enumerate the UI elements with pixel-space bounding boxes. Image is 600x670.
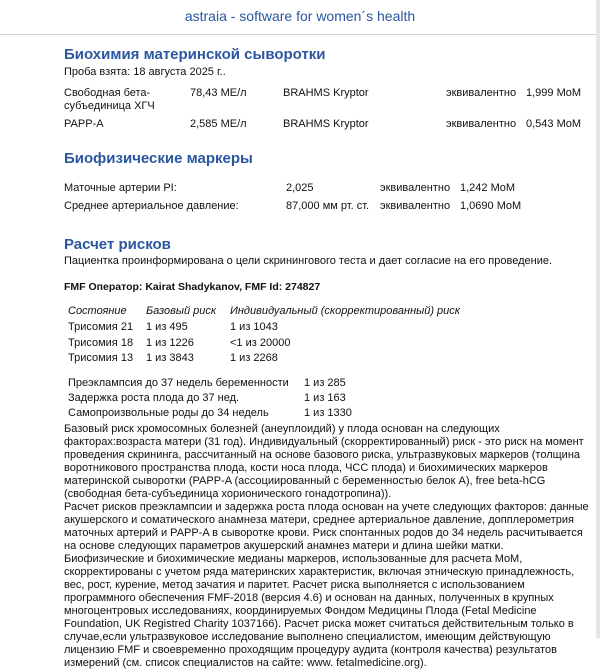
risk-other-label: Задержка роста плода до 37 нед. [68, 392, 240, 404]
risk-other-value: 1 из 163 [304, 392, 346, 404]
brand-header: astraia - software for women´s health [184, 8, 416, 24]
biophys-name: Среднее артериальное давление: [64, 200, 239, 212]
header-divider [0, 34, 600, 35]
risk-other-value: 1 из 1330 [304, 407, 352, 419]
notes [64, 423, 594, 670]
biophys-mom: 1,242 MoM [460, 182, 516, 194]
risk-base: 1 из 1226 [146, 337, 194, 349]
risk-other-value: 1 из 285 [304, 377, 346, 389]
note-paragraph: Расчет рисков преэклампсии и задержка роста плода основан на учете следующих факторов: данные акушерского и соматического анамнеза матери, среднее артериальное давление, допплерометрия маточных артерий и PAPP-A в сыворотке крови. Риск спонтанных родов до 34 недель расчитывается на основе следующих параметров акушерский анамнез матери и длина шейки матки. [64, 501, 589, 552]
note-paragraph: Биофизические и биохимические медианы маркеров, использованные для расчета MoM, скорректированы с учетом ряда материнских характеристик, включая этническую принадлежность, вес, рост, курение, метод зачатия и паритет. Расчет риска выполняется с использованием программного обеспечения FMF-2018 (версия 4.6) и основан на данных, полученных в крупных многоцентровых исследованиях, координируемых Фондом Медицины Плода (Fetal Medicine Foundation, UK Registred Charity 1037166). Расчет риска может считаться действительным только в случае,если ультразвуковое исследование выполнено специалистом, имеющим действующую лицензию FMF и своевременно проходящим процедуру аудита (контроля качества) результатов измерений (см. список специалистов на сайте: www. fetalmedicine.org). [64, 553, 575, 669]
biochem-name: Свободная бета- [64, 87, 151, 99]
page-edge [596, 0, 600, 638]
biochem-name: PAPP-A [64, 118, 104, 130]
biophys-equivalent: эквивалентно [380, 200, 451, 212]
biochem-mom: 1,999 MoM [526, 87, 582, 99]
biochem-equivalent: эквивалентно [446, 118, 517, 130]
header-base-risk: Базовый риск [146, 305, 217, 317]
biochem-kit: BRAHMS Kryptor [283, 87, 369, 99]
risk-individual: 1 из 2268 [230, 352, 278, 364]
note-paragraph: Базовый риск хромосомных болезней (анеуплоидий) у плода основан на следующих факторах:возраста матери (31 год). Индивидуальный (скорректированный) риск - это риск на момент проведения скрининга, рассчитанный на основе базового риска, ультразвуковых маркеров (толщина воротникового пространства плода, кости носа плода, ЧСС плода) и биохимических маркеров материнской сыворотки (PAPP-A (ассоциированный с беременностью белок А), free beta-hCG (свободная бета-субъединица хорионического гонадотропина)). [64, 423, 584, 500]
biophys-equivalent: эквивалентно [380, 182, 451, 194]
biochem-name: субъединица ХГЧ [64, 100, 155, 112]
fmf-operator: FMF Оператор: Kairat Shadykanov, FMF Id: 274827 [64, 281, 321, 293]
header-condition: Состояние [68, 305, 127, 317]
biochem-title: Биохимия материнской сыворотки [64, 46, 326, 63]
risk-condition: Трисомия 18 [68, 337, 134, 349]
risk-base: 1 из 495 [146, 321, 188, 333]
consent-text: Пациентка проинформирована о цели скринингового теста и дает согласие на его проведение. [64, 255, 553, 267]
biophys-value: 87,000 мм рт. ст. [286, 200, 370, 212]
biophys-name: Маточные артерии PI: [64, 182, 177, 194]
biochem-value: 2,585 МЕ/л [190, 118, 247, 130]
biochem-equivalent: эквивалентно [446, 87, 517, 99]
risk-other-label: Преэклампсия до 37 недель беременности [68, 377, 289, 389]
biochem-kit: BRAHMS Kryptor [283, 118, 369, 130]
header-individual-risk: Индивидуальный (скорректированный) риск [230, 305, 460, 317]
biophys-value: 2,025 [286, 182, 314, 194]
risk-base: 1 из 3843 [146, 352, 194, 364]
biophys-mom: 1,0690 MoM [460, 200, 522, 212]
risk-individual: <1 из 20000 [230, 337, 291, 349]
risk-condition: Трисомия 13 [68, 352, 134, 364]
sample-date: Проба взята: 18 августа 2025 г.. [64, 66, 226, 78]
risk-other-label: Самопроизвольные роды до 34 недель [68, 407, 269, 419]
biochem-value: 78,43 МЕ/л [190, 87, 247, 99]
risk-title: Расчет рисков [64, 236, 171, 253]
risk-individual: 1 из 1043 [230, 321, 278, 333]
biochem-mom: 0,543 MoM [526, 118, 582, 130]
risk-condition: Трисомия 21 [68, 321, 134, 333]
biophys-title: Биофизические маркеры [64, 150, 253, 167]
